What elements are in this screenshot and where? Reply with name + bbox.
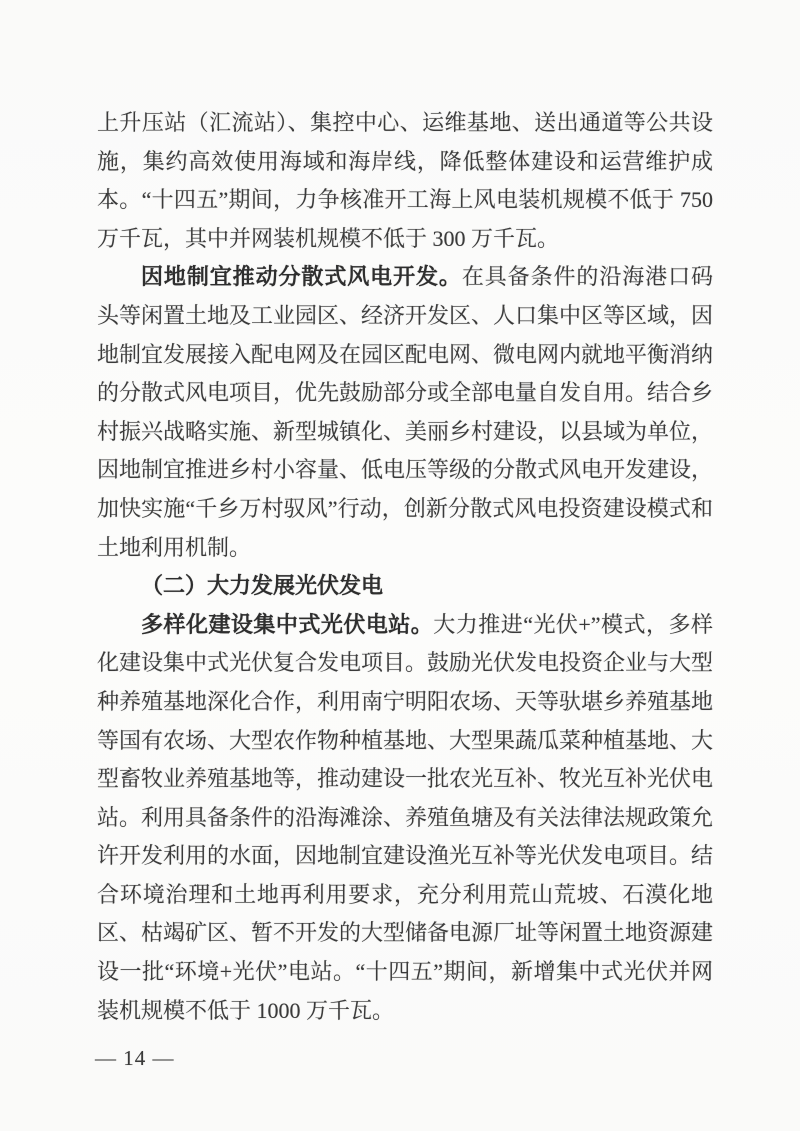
paragraph: 上升压站（汇流站）、集控中心、运维基地、送出通道等公共设施，集约高效使用海域和海岸线，降低整体建设和运营维护成本。“十四五”期间，力争核准开工海上风电装机规模不低于 750 万千瓦，其中并网装机规模不低于 300 万千瓦。 <box>97 110 713 251</box>
document-body <box>97 104 713 1030</box>
paragraph-lead-bold: 因地制宜推动分散式风电开发。 <box>141 264 462 290</box>
paragraph: 因地制宜推动分散式风电开发。在具备条件的沿海港口码头等闲置土地及工业园区、经济开发区、人口集中区等区域，因地制宜发展接入配电网及在园区配电网、微电网内就地平衡消纳的分散式风电项目，优先鼓励部分或全部电量自发自用。结合乡村振兴战略实施、新型城镇化、美丽乡村建设，以县域为单位，因地制宜推进乡村小容量、低电压等级的分散式风电开发建设，加快实施“千乡万村驭风”行动，创新分散式风电投资建设模式和土地利用机制。 <box>97 264 714 560</box>
page-number: — 14 — <box>95 1046 175 1070</box>
paragraph: 多样化建设集中式光伏电站。大力推进“光伏+”模式，多样化建设集中式光伏复合发电项目。鼓励光伏发电投资企业与大型种养殖基地深化合作，利用南宁明阳农场、天等驮堪乡养殖基地等国有农场、大型农作物种植基地、大型果蔬瓜菜种植基地、大型畜牧业养殖基地等，推动建设一批农光互补、牧光互补光伏电站。利用具备条件的沿海滩涂、养殖鱼塘及有关法律法规政策允许开发利用的水面，因地制宜建设渔光互补等光伏发电项目。结合环境治理和土地再利用要求，充分利用荒山荒坡、石漠化地区、枯竭矿区、暂不开发的大型储备电源厂址等闲置土地资源建设一批“环境+光伏”电站。“十四五”期间，新增集中式光伏并网装机规模不低于 1000 万千瓦。 <box>97 611 714 1023</box>
section-heading: （二）大力发展光伏发电 <box>141 573 384 599</box>
paragraph-lead-bold: 多样化建设集中式光伏电站。 <box>141 611 434 637</box>
